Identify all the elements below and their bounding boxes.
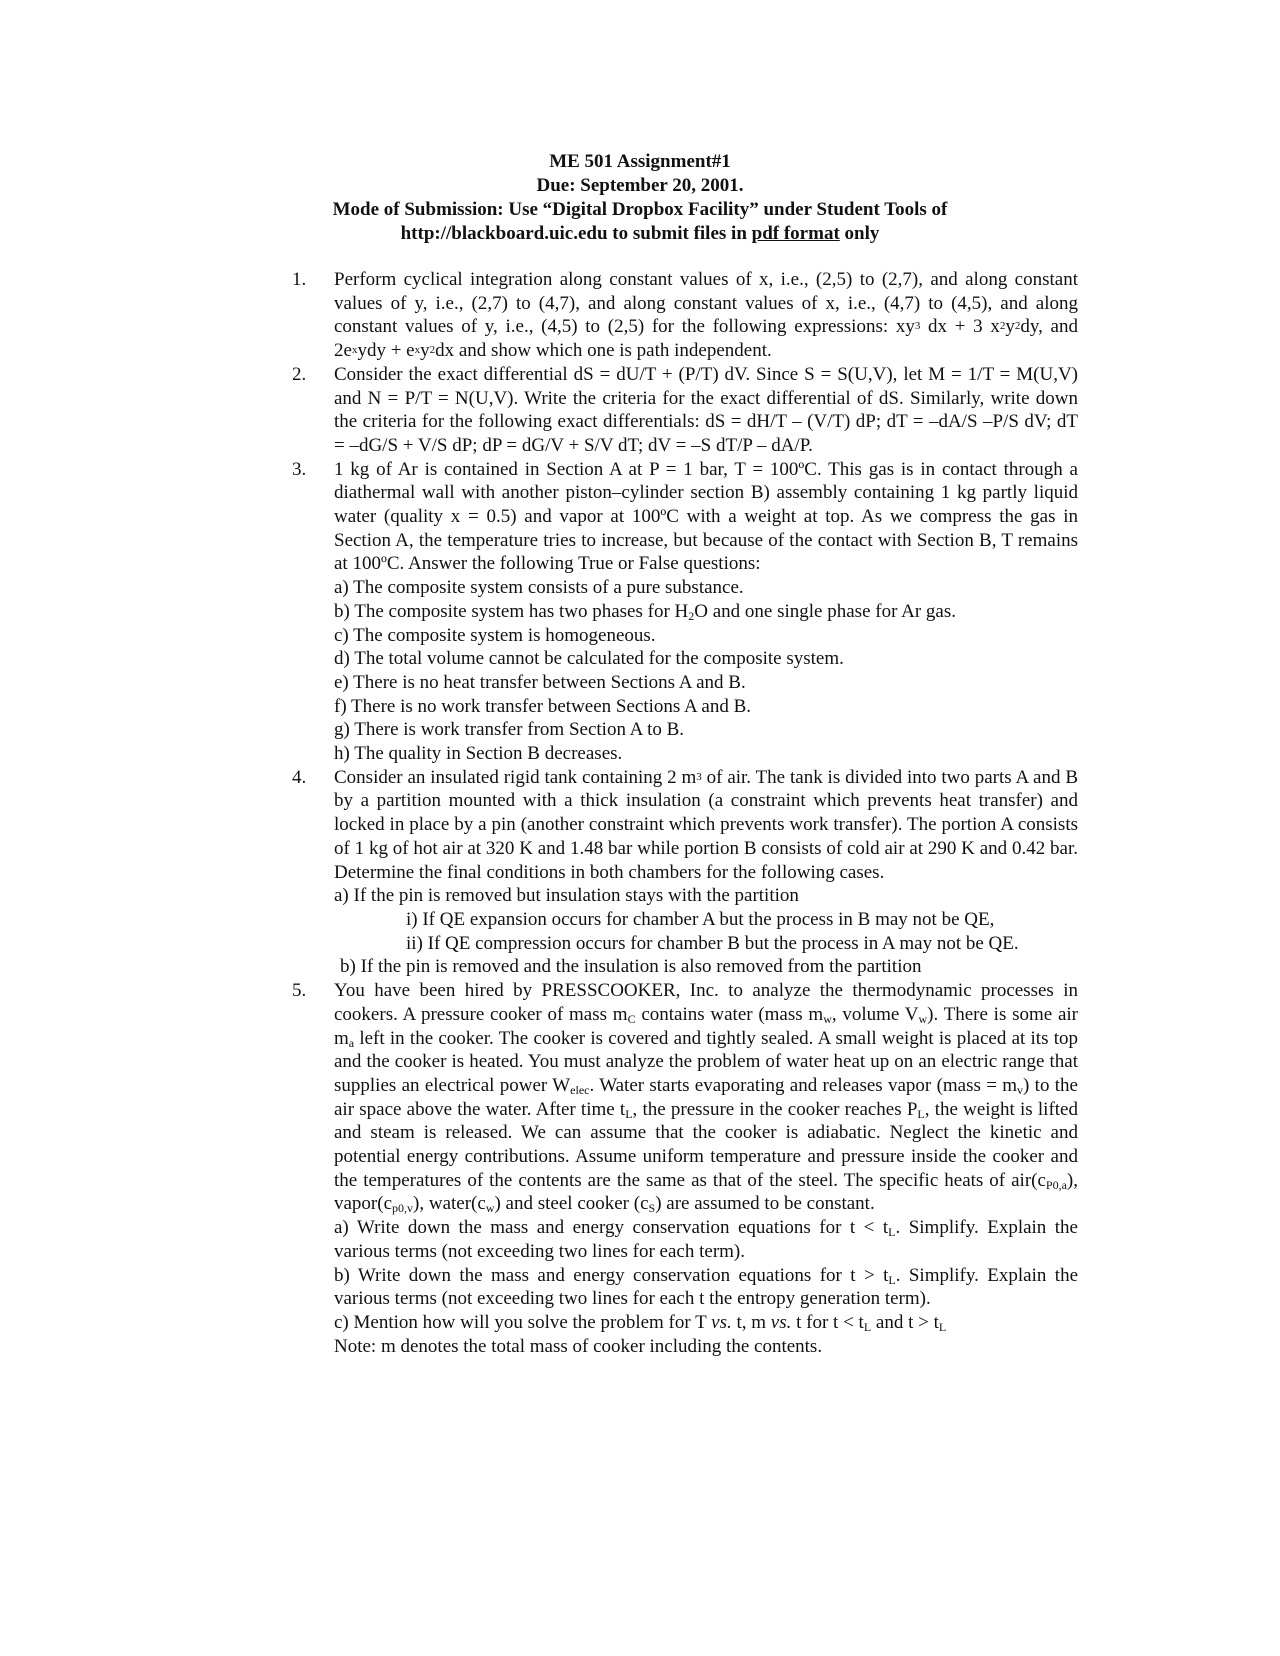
question-text: Consider the exact differential dS = dU/T + (P/T) dV. Since S = S(U,V), let M = 1/T = M(U,V) and N = P/T = N(U,V). Write the criteria for the exact differential of dS. Similarly, write down the criteria for the following exact differentials: dS = dH/T – (V/T) dP; dT = –dA/S –P/S dV; dT = –dG/S + V/S dP; dP = dG/V + S/V dT; dV = –S dT/P – dA/P. [334,363,1078,456]
note: Note: m denotes the total mass of cooker including the contents. [334,1335,823,1357]
case-a-i: i) If QE expansion occurs for chamber A but the process in B may not be QE, [406,908,995,930]
question-4 [292,766,1078,979]
part-b: b) Write down the mass and energy conservation equations for $t > t_L$. Simplify. Explain the various terms (not exceeding two lines for each t the entropy generation term). [334,1264,1078,1310]
part-a: a) Write down the mass and energy conservation equations for $t < t_L$. Simplify. Explain the various terms (not exceeding two lines for each term). [334,1217,1078,1262]
part-c: c) Mention how will you solve the problem for T vs. t, m vs. t for $t < t_L$ and $t > t_L$ [334,1311,947,1334]
pdf-format-underlined: pdf format [751,223,840,244]
question-2 [292,363,1078,458]
question-text: Consider an insulated rigid tank containing 2 $m^3$ of air. The tank is divided into two parts A and B by a partition mounted with a thick insulation (a constraint which prevents heat transfer) and locked in place by a pin (another constraint which prevents work transfer). The portion A consists of 1 kg of hot air at 320 K and 1.48 bar while portion B consists of cold air at 290 K and 0.42 bar. Determine the final conditions in both chambers for the following cases. [334,766,1078,883]
statement-e: e) There is no heat transfer between Sections A and B. [334,671,746,693]
question-3 [292,458,1078,766]
question-number: 5. [292,980,307,1002]
question-list [292,268,1078,1358]
case-a: a) If the pin is removed but insulation stays with the partition [334,885,799,907]
statement-c: c) The composite system is homogeneous. [334,624,656,646]
question-number: 3. [292,458,307,480]
statement-f: f) There is no work transfer between Sections A and B. [334,695,752,717]
question-5 [292,979,1078,1358]
document-header [200,150,1080,246]
question-number: 1. [292,269,307,290]
statement-b: b) The composite system has two phases for $H_2O$ and one single phase for Ar gas. [334,600,956,623]
assignment-title: ME 501 Assignment#1 [549,151,731,172]
statement-h: h) The quality in Section B decreases. [334,743,623,765]
submission-mode-line-2: http://blackboard.uic.edu to submit files in pdf format only [400,223,880,244]
submission-mode-line-1: Mode of Submission: Use “Digital Dropbox Facility” under Student Tools of [332,199,948,220]
question-1 [292,268,1078,363]
question-number: 2. [292,363,307,385]
statement-d: d) The total volume cannot be calculated for the composite system. [334,648,844,670]
question-text: You have been hired by PRESSCOOKER, Inc. to analyze the thermodynamic processes in cookers. A pressure cooker of mass $m_C$ contains water (mass $m_w$, volume $V_w$). There is some air $m_a$ left in the cooker. The cooker is covered and tightly sealed. A small weight is placed at its top and the cooker is heated. You must analyze the problem of water heat up on an electric range that supplies an electrical power $W_{elec}$. Water starts evaporating and releases vapor (mass = $m_v$) to the air space above the water. After time $t_L$, the pressure in the cooker reaches $P_L$, the weight is lifted and steam is released. We can assume that the cooker is adiabatic. Neglect the kinetic and potential energy contributions. Assume uniform temperature and pressure inside the cooker and the temperatures of the contents are the same as that of the steel. The specific heats of $air(c_{P0,a})$, $vapor(c_{p0,v})$, $water(c_w)$ and steel cooker $(c_S)$ are assumed to be constant. [334,980,1078,1216]
question-text: Perform cyclical integration along constant values of x, i.e., (2,5) to (2,7), and along constant values of y, i.e., (2,7) to (4,7), and along constant values of x, i.e., (4,7) to (4,5), and along constant values of y, i.e., (4,5) to (2,5) for the following expressions: $xy^3$ dx + 3 $x^2y^2dy$, and $2e^xydy + e^xy^2dx$ and show which one is path independent. [334,269,1078,362]
case-a-ii: ii) If QE compression occurs for chamber B but the process in A may not be QE. [406,932,1019,954]
case-b: b) If the pin is removed and the insulation is also removed from the partition [340,956,922,978]
statement-g: g) There is work transfer from Section A to B. [334,719,685,741]
question-text: 1 kg of Ar is contained in Section A at P = 1 bar, T = 100ºC. This gas is in contact through a diathermal wall with another piston–cylinder section B) assembly containing 1 kg partly liquid water (quality x = 0.5) and vapor at 100ºC with a weight at top. As we compress the gas in Section A, the temperature tries to increase, but because of the contact with Section B, T remains at 100ºC. Answer the following True or False questions: [334,458,1078,575]
due-date: Due: September 20, 2001. [536,175,744,196]
statement-a: a) The composite system consists of a pure substance. [334,577,744,599]
question-number: 4. [292,766,307,788]
